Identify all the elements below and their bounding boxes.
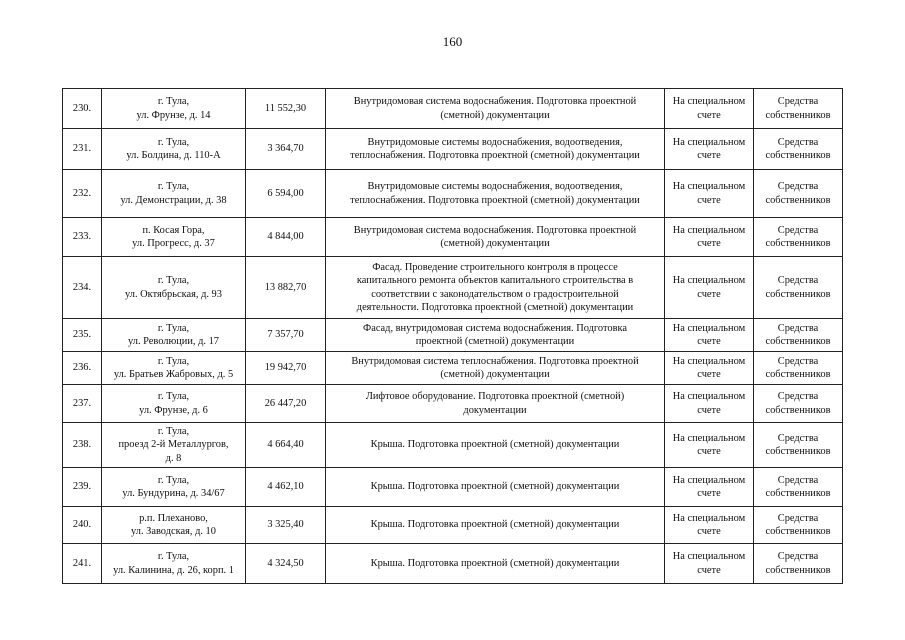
table-row	[63, 129, 843, 170]
works-cell-line: Крыша. Подготовка проектной (сметной) документации	[370, 557, 620, 569]
works-cell-line: Внутридомовые системы водоснабжения, водоотведения,	[367, 136, 623, 148]
table-row	[63, 352, 843, 385]
account-cell-line: На специальном	[672, 224, 746, 236]
address-cell-line: ул. Бундурина, д. 34/67	[122, 488, 225, 499]
funding-source-cell	[754, 257, 843, 319]
account-cell-line: счете	[697, 238, 721, 249]
works-cell	[326, 423, 665, 468]
address-cell	[102, 218, 246, 257]
works-cell-line: Фасад, внутридомовая система водоснабжения. Подготовка	[363, 322, 627, 334]
area-cell: 13 882,70	[246, 257, 326, 319]
address-cell-line: г. Тула,	[157, 136, 190, 148]
funding-source-cell-line: Средства	[777, 551, 819, 562]
table-row	[63, 257, 843, 319]
works-cell-line: Фасад. Проведение строительного контроля в процессе	[372, 261, 618, 273]
funding-source-cell-line: собственников	[765, 526, 831, 537]
works-cell	[326, 319, 665, 352]
funding-source-cell-line: собственников	[765, 150, 831, 161]
account-cell-line: счете	[697, 404, 721, 416]
address-cell-line: ул. Фрунзе, д. 14	[136, 109, 211, 121]
account-cell-line: На специальном	[672, 391, 746, 402]
works-cell-line: Крыша. Подготовка проектной (сметной) документации	[370, 519, 620, 531]
page-number: 160	[442, 34, 463, 49]
address-cell	[102, 423, 246, 468]
funding-source-cell-line: Средства	[777, 474, 819, 486]
address-cell	[102, 129, 246, 170]
row-number: 235.	[63, 319, 102, 352]
address-cell-line: г. Тула,	[157, 474, 190, 486]
funding-source-cell	[754, 423, 843, 468]
account-cell-line: счете	[697, 446, 721, 457]
address-cell-line: ул. Братьев Жабровых, д. 5	[113, 369, 234, 380]
account-cell-line: На специальном	[672, 474, 746, 486]
area-cell: 6 594,00	[246, 170, 326, 218]
address-cell-line: ул. Калинина, д. 26, корп. 1	[113, 564, 234, 576]
works-cell-line: документации	[463, 404, 527, 416]
account-cell	[665, 352, 754, 385]
account-cell-line: На специальном	[672, 551, 746, 562]
table-row	[63, 319, 843, 352]
funding-source-cell-line: собственников	[765, 369, 831, 380]
funding-source-cell-line: собственников	[765, 564, 831, 576]
funding-source-cell-line: собственников	[765, 446, 831, 457]
account-cell-line: На специальном	[672, 512, 746, 524]
address-cell-line: ул. Прогресс, д. 37	[132, 238, 215, 249]
works-cell	[326, 507, 665, 544]
account-cell	[665, 257, 754, 319]
funding-source-cell	[754, 170, 843, 218]
row-number: 233.	[63, 218, 102, 257]
address-cell-line: г. Тула,	[157, 181, 190, 192]
works-cell-line: соответствии с законодательством о градостроительной	[371, 288, 619, 300]
row-number: 240.	[63, 507, 102, 544]
funding-source-cell-line: Средства	[777, 512, 819, 524]
address-cell-line: ул. Октябрьская, д. 93	[125, 288, 222, 300]
works-cell-line: капитального ремонта объектов капитального строительства в	[356, 275, 634, 286]
address-cell	[102, 257, 246, 319]
row-number: 234.	[63, 257, 102, 319]
address-cell-line: г. Тула,	[157, 322, 190, 334]
area-cell: 4 664,40	[246, 423, 326, 468]
works-cell-line: Крыша. Подготовка проектной (сметной) документации	[370, 439, 620, 451]
account-cell-line: счете	[697, 109, 721, 121]
row-number: 237.	[63, 385, 102, 423]
area-cell: 3 325,40	[246, 507, 326, 544]
table-row	[63, 89, 843, 129]
account-cell-line: счете	[697, 526, 721, 537]
address-cell-line: ул. Заводская, д. 10	[131, 526, 216, 537]
area-cell: 19 942,70	[246, 352, 326, 385]
funding-source-cell-line: собственников	[765, 194, 831, 206]
account-cell-line: На специальном	[672, 355, 746, 367]
works-cell-line: Лифтовое оборудование. Подготовка проектной (сметной)	[365, 391, 625, 402]
account-cell	[665, 129, 754, 170]
row-number: 231.	[63, 129, 102, 170]
area-cell: 4 844,00	[246, 218, 326, 257]
account-cell-line: счете	[697, 564, 721, 576]
address-cell	[102, 507, 246, 544]
funding-source-cell-line: Средства	[777, 275, 819, 286]
address-cell-line: р.п. Плеханово,	[139, 512, 208, 524]
works-cell	[326, 170, 665, 218]
account-cell-line: счете	[697, 336, 721, 347]
funding-source-cell-line: собственников	[765, 336, 831, 347]
funding-source-cell-line: собственников	[765, 488, 831, 499]
table-row	[63, 468, 843, 507]
works-cell	[326, 468, 665, 507]
works-cell	[326, 352, 665, 385]
funding-source-cell-line: Средства	[777, 355, 819, 367]
funding-source-cell-line: Средства	[777, 224, 819, 236]
account-cell	[665, 170, 754, 218]
works-cell-line: (сметной) документации	[440, 369, 550, 380]
works-cell-line: теплоснабжения. Подготовка проектной (сметной) документации	[350, 194, 640, 206]
address-cell-line: ул. Болдина, д. 110-А	[126, 150, 221, 161]
funding-source-cell	[754, 385, 843, 423]
account-cell-line: счете	[697, 369, 721, 380]
table-row	[63, 170, 843, 218]
table-row	[63, 423, 843, 468]
address-cell-line: п. Косая Гора,	[142, 224, 205, 236]
account-cell-line: На специальном	[672, 275, 746, 286]
row-number: 238.	[63, 423, 102, 468]
works-cell-line: теплоснабжения. Подготовка проектной (сметной) документации	[350, 150, 640, 161]
address-cell-line: д. 8	[165, 452, 182, 464]
account-cell	[665, 468, 754, 507]
funding-source-cell-line: Средства	[777, 136, 819, 148]
row-number: 239.	[63, 468, 102, 507]
account-cell	[665, 218, 754, 257]
works-cell-line: Внутридомовая система водоснабжения. Подготовка проектной	[353, 224, 637, 236]
funding-source-cell	[754, 89, 843, 129]
works-cell	[326, 89, 665, 129]
funding-source-cell-line: собственников	[765, 404, 831, 416]
row-number: 232.	[63, 170, 102, 218]
table-row	[63, 507, 843, 544]
works-cell	[326, 129, 665, 170]
address-cell-line: ул. Демонстрации, д. 38	[120, 194, 227, 206]
works-cell-line: проектной (сметной) документации	[415, 336, 575, 347]
address-cell-line: г. Тула,	[157, 391, 190, 402]
area-cell: 26 447,20	[246, 385, 326, 423]
address-cell-line: г. Тула,	[157, 551, 190, 562]
account-cell	[665, 423, 754, 468]
table-row	[63, 218, 843, 257]
works-cell	[326, 218, 665, 257]
account-cell-line: На специальном	[672, 322, 746, 334]
funding-source-cell-line: Средства	[777, 322, 819, 334]
funding-source-cell	[754, 352, 843, 385]
address-cell-line: ул. Революции, д. 17	[128, 336, 219, 347]
works-table	[62, 88, 843, 584]
area-cell: 4 462,10	[246, 468, 326, 507]
works-cell-line: Внутридомовая система теплоснабжения. Подготовка проектной	[351, 355, 639, 367]
account-cell-line: На специальном	[672, 432, 746, 444]
address-cell	[102, 170, 246, 218]
works-cell-line: Внутридомовая система водоснабжения. Подготовка проектной	[353, 96, 637, 107]
address-cell-line: г. Тула,	[157, 96, 190, 107]
table-row	[63, 544, 843, 584]
address-cell	[102, 544, 246, 584]
row-number: 236.	[63, 352, 102, 385]
account-cell	[665, 319, 754, 352]
funding-source-cell-line: собственников	[765, 109, 831, 121]
account-cell-line: На специальном	[672, 181, 746, 192]
row-number: 230.	[63, 89, 102, 129]
account-cell-line: счете	[697, 488, 721, 499]
works-cell-line: Крыша. Подготовка проектной (сметной) документации	[370, 481, 620, 493]
works-cell	[326, 257, 665, 319]
works-cell-line: (сметной) документации	[440, 109, 550, 121]
address-cell-line: г. Тула,	[157, 355, 190, 367]
funding-source-cell	[754, 544, 843, 584]
area-cell: 3 364,70	[246, 129, 326, 170]
account-cell-line: счете	[697, 194, 721, 206]
area-cell: 4 324,50	[246, 544, 326, 584]
account-cell	[665, 544, 754, 584]
funding-source-cell-line: Средства	[777, 391, 819, 402]
account-cell	[665, 385, 754, 423]
funding-source-cell	[754, 507, 843, 544]
works-cell-line: Внутридомовые системы водоснабжения, водоотведения,	[367, 181, 623, 192]
table-body	[63, 89, 843, 584]
account-cell-line: На специальном	[672, 136, 746, 148]
address-cell	[102, 319, 246, 352]
area-cell: 11 552,30	[246, 89, 326, 129]
address-cell	[102, 385, 246, 423]
funding-source-cell	[754, 129, 843, 170]
works-cell-line: (сметной) документации	[440, 238, 550, 249]
funding-source-cell-line: Средства	[777, 432, 819, 444]
works-cell-line: деятельности. Подготовка проектной (сметной) документации	[356, 302, 634, 313]
account-cell-line: счете	[697, 288, 721, 300]
works-cell	[326, 544, 665, 584]
funding-source-cell-line: Средства	[777, 181, 819, 192]
area-cell: 7 357,70	[246, 319, 326, 352]
works-cell	[326, 385, 665, 423]
row-number: 241.	[63, 544, 102, 584]
funding-source-cell	[754, 319, 843, 352]
address-cell	[102, 468, 246, 507]
account-cell-line: На специальном	[672, 96, 746, 107]
funding-source-cell-line: собственников	[765, 238, 831, 249]
address-cell-line: ул. Фрунзе, д. 6	[139, 404, 208, 416]
account-cell	[665, 89, 754, 129]
table-row	[63, 385, 843, 423]
address-cell	[102, 89, 246, 129]
funding-source-cell	[754, 468, 843, 507]
address-cell	[102, 352, 246, 385]
account-cell-line: счете	[697, 150, 721, 161]
address-cell-line: проезд 2-й Металлургов,	[118, 439, 229, 451]
account-cell	[665, 507, 754, 544]
funding-source-cell-line: собственников	[765, 288, 831, 300]
address-cell-line: г. Тула,	[157, 275, 190, 286]
funding-source-cell	[754, 218, 843, 257]
address-cell-line: г. Тула,	[157, 425, 190, 437]
funding-source-cell-line: Средства	[777, 96, 819, 107]
